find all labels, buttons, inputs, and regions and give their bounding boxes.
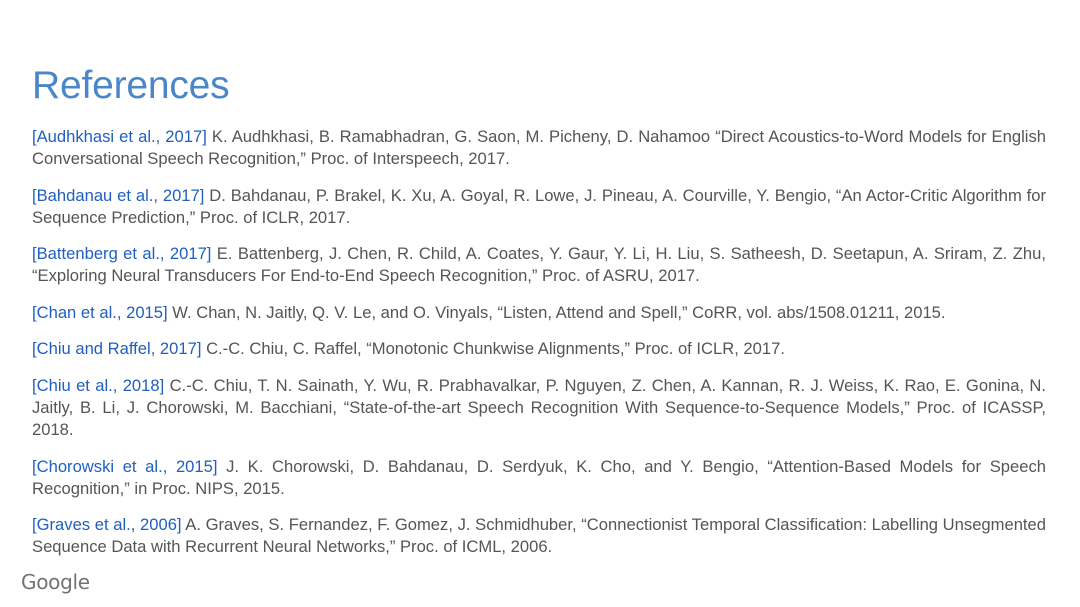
citation-key: [Chan et al., 2015] bbox=[32, 302, 168, 322]
citation-text: A. Graves, S. Fernandez, F. Gomez, J. Schmidhuber, “Connectionist Temporal Classification: Labelling Unsegmented Sequence Data with Recurrent Neural Networks,” Proc. of ICML, 2006. bbox=[32, 515, 1046, 557]
reference-item bbox=[32, 338, 1046, 360]
citation-text: E. Battenberg, J. Chen, R. Child, A. Coates, Y. Gaur, Y. Li, H. Liu, S. Satheesh, D. Seetapun, A. Sriram, Z. Zhu, “Exploring Neural Transducers For End-to-End Speech Recognition,” Proc. of ASRU, 2017. bbox=[32, 244, 1046, 286]
citation-key: [Chiu et al., 2018] bbox=[32, 375, 165, 395]
citation-key: [Battenberg et al., 2017] bbox=[32, 244, 212, 264]
google-logo: Google bbox=[21, 570, 90, 594]
citation-text: W. Chan, N. Jaitly, Q. V. Le, and O. Vinyals, “Listen, Attend and Spell,” CoRR, vol. abs/1508.01211, 2015. bbox=[172, 302, 946, 322]
reference-item bbox=[32, 126, 1046, 170]
citation-text: C.-C. Chiu, C. Raffel, “Monotonic Chunkwise Alignments,” Proc. of ICLR, 2017. bbox=[206, 339, 785, 359]
reference-item bbox=[32, 302, 1046, 324]
reference-item bbox=[32, 185, 1046, 229]
citation-key: [Graves et al., 2006] bbox=[32, 515, 182, 535]
page-title: References bbox=[32, 64, 230, 107]
reference-item bbox=[32, 375, 1046, 441]
citation-text: J. K. Chorowski, D. Bahdanau, D. Serdyuk, K. Cho, and Y. Bengio, “Attention-Based Models for Speech Recognition,” in Proc. NIPS, 2015. bbox=[32, 456, 1046, 498]
citation-key: [Audhkhasi et al., 2017] bbox=[32, 127, 207, 146]
citation-text: K. Audhkhasi, B. Ramabhadran, G. Saon, M. Picheny, D. Nahamoo “Direct Acoustics-to-Word Models for English Conversational Speech Recognition,” Proc. of Interspeech, 2017. bbox=[32, 127, 1046, 168]
reference-list bbox=[32, 126, 1046, 573]
citation-text: D. Bahdanau, P. Brakel, K. Xu, A. Goyal, R. Lowe, J. Pineau, A. Courville, Y. Bengio, “An Actor-Critic Algorithm for Sequence Prediction,” Proc. of ICLR, 2017. bbox=[32, 185, 1046, 227]
reference-item bbox=[32, 243, 1046, 287]
citation-key: [Chorowski et al., 2015] bbox=[32, 456, 218, 476]
reference-item bbox=[32, 456, 1046, 500]
citation-text: C.-C. Chiu, T. N. Sainath, Y. Wu, R. Prabhavalkar, P. Nguyen, Z. Chen, A. Kannan, R. J. Weiss, K. Rao, E. Gonina, N. Jaitly, B. Li, J. Chorowski, M. Bacchiani, “State-of-the-art Speech Recognition With Sequence-to-Sequence Models,” Proc. of ICASSP, 2018. bbox=[32, 375, 1046, 439]
citation-key: [Bahdanau et al., 2017] bbox=[32, 185, 205, 205]
reference-item bbox=[32, 514, 1046, 558]
citation-key: [Chiu and Raffel, 2017] bbox=[32, 339, 202, 359]
